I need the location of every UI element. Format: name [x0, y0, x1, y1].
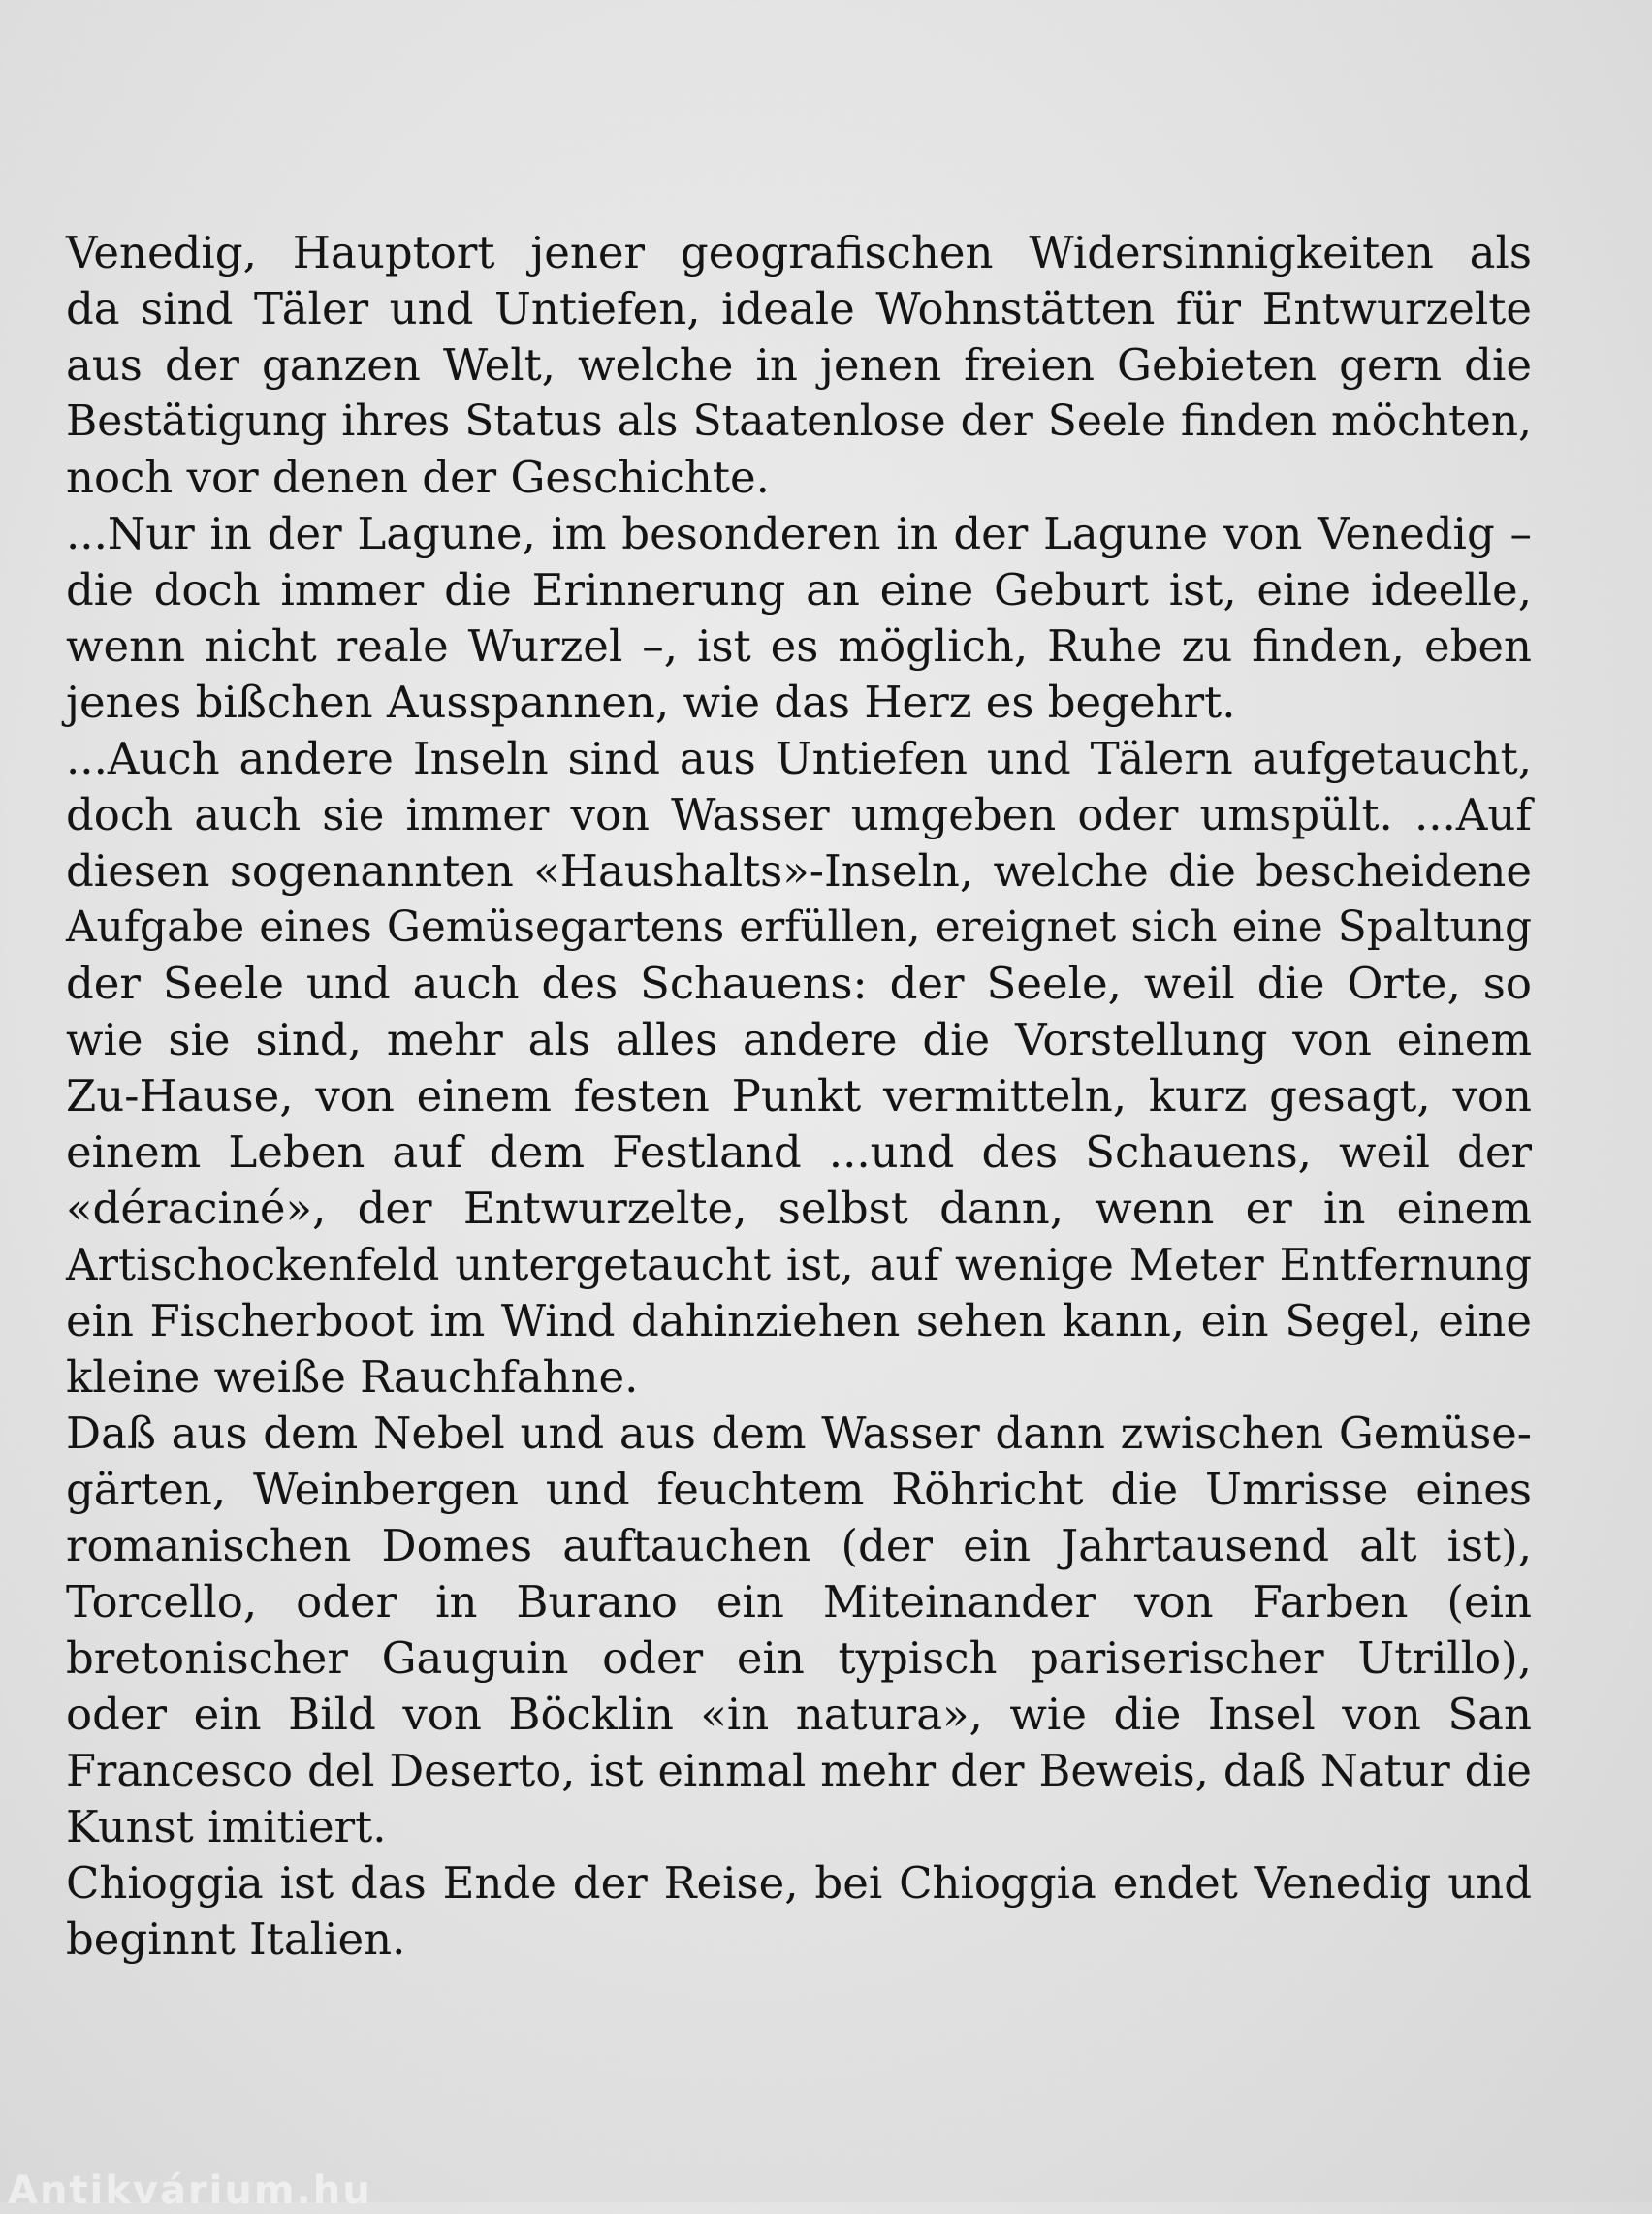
text-line: die doch immer die Erinnerung an eine Geburt ist, eine ideelle,: [66, 564, 1532, 616]
text-line: doch auch sie immer von Wasser umgeben oder umspült. ...Auf: [66, 789, 1532, 840]
text-line: da sind Täler und Untiefen, ideale Wohnstätten für Entwurzelte: [66, 283, 1532, 334]
paragraph: [66, 731, 1532, 1406]
text-line: gärten, Weinbergen und feuchtem Röhricht die Umrisse eines: [66, 1464, 1532, 1515]
watermark: Antikvárium.hu: [8, 2168, 372, 2213]
text-line: «déraciné», der Entwurzelte, selbst dann, wenn er in einem: [66, 1183, 1532, 1234]
text-line: der Seele und auch des Schauens: der Seele, weil die Orte, so: [66, 958, 1532, 1009]
paragraph: [66, 506, 1532, 731]
text-line: Artischockenfeld untergetaucht ist, auf wenige Meter Entfernung: [66, 1239, 1532, 1290]
paragraph: [66, 1406, 1532, 1855]
text-line: Chioggia ist das Ende der Reise, bei Chioggia endet Venedig und: [66, 1857, 1532, 1909]
text-line: oder ein Bild von Böcklin «in natura», wie die Insel von San: [66, 1689, 1532, 1740]
text-line: ...Auch andere Inseln sind aus Untiefen und Tälern aufgetaucht,: [66, 733, 1532, 784]
text-block: [66, 225, 1532, 1968]
text-line: aus der ganzen Welt, welche in jenen freien Gebieten gern die: [66, 339, 1532, 391]
text-line: ein Fischerboot im Wind dahinziehen sehen kann, ein Segel, eine: [66, 1295, 1532, 1346]
text-line: Aufgabe eines Gemüsegartens erfüllen, ereignet sich eine Spaltung: [66, 902, 1532, 952]
text-line: romanischen Domes auftauchen (der ein Jahrtausend alt ist),: [66, 1520, 1532, 1571]
text-line: wie sie sind, mehr als alles andere die Vorstellung von einem: [66, 1014, 1532, 1065]
text-line: Bestätigung ihres Status als Staatenlose der Seele finden möchten,: [66, 396, 1532, 446]
text-line: jenes bißchen Ausspannen, wie das Herz es begehrt.: [66, 677, 1236, 728]
text-line: Daß aus dem Nebel und aus dem Wasser dann zwischen Gemüse-: [66, 1407, 1532, 1459]
paragraph: [66, 225, 1532, 506]
text-line: Venedig, Hauptort jener geografischen Widersinnigkeiten als: [66, 227, 1532, 278]
paragraph: [66, 1855, 1532, 1968]
text-line: noch vor denen der Geschichte.: [66, 452, 770, 503]
text-line: Kunst imitiert.: [66, 1801, 387, 1852]
text-line: Zu-Hause, von einem festen Punkt vermitteln, kurz gesagt, von: [66, 1070, 1532, 1122]
text-line: wenn nicht reale Wurzel –, ist es möglich, Ruhe zu finden, eben: [66, 620, 1532, 672]
text-line: bretonischer Gauguin oder ein typisch pariserischer Utrillo),: [66, 1632, 1532, 1684]
text-line: diesen sogenannten «Haushalts»-Inseln, welche die bescheidene: [66, 845, 1532, 897]
text-line: ...Nur in der Lagune, im besonderen in der Lagune von Venedig –: [66, 508, 1532, 559]
text-line: Francesco del Deserto, ist einmal mehr der Beweis, daß Natur die: [66, 1746, 1532, 1796]
text-line: kleine weiße Rauchfahne.: [66, 1351, 639, 1403]
text-line: einem Leben auf dem Festland ...und des Schauens, weil der: [66, 1126, 1532, 1178]
text-line: beginnt Italien.: [66, 1914, 406, 1965]
text-line: Torcello, oder in Burano ein Miteinander von Farben (ein: [66, 1576, 1532, 1628]
